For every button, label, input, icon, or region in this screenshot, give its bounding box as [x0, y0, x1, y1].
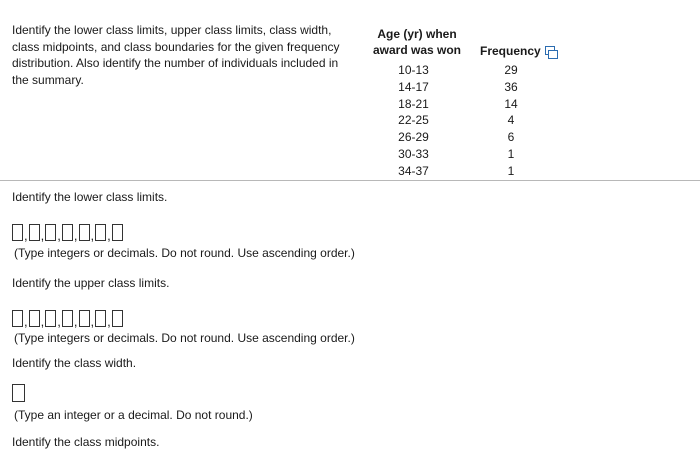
table-row [356, 129, 576, 146]
comma-separator: , [90, 228, 95, 243]
lower-limit-input-2[interactable] [29, 224, 40, 241]
table-row [356, 79, 576, 96]
upper-limit-input-3[interactable] [45, 310, 56, 327]
upper-limit-input-1[interactable] [12, 310, 23, 327]
upper-limit-input-5[interactable] [79, 310, 90, 327]
frequency-header-label: Frequency [480, 44, 541, 58]
frequency-cell: 36 [504, 79, 518, 94]
age-cell: 14-17 [398, 79, 429, 94]
class-width-hint: (Type an integer or a decimal. Do not round.) [14, 408, 253, 422]
table-rows [356, 62, 576, 180]
upper-limits-question: Identify the upper class limits. [12, 276, 170, 290]
frequency-cell: 4 [507, 113, 515, 128]
age-cell: 30-33 [398, 146, 429, 161]
frequency-cell: 6 [507, 130, 515, 145]
age-column-header: Age (yr) when award was won [372, 27, 462, 57]
copy-data-icon[interactable] [545, 46, 555, 55]
lower-limits-hint: (Type integers or decimals. Do not round. Use ascending order.) [14, 246, 355, 260]
class-width-input[interactable] [12, 384, 25, 402]
frequency-cell: 14 [504, 96, 518, 111]
upper-limits-inputs [12, 310, 123, 327]
upper-limit-input-7[interactable] [112, 310, 123, 327]
upper-limit-input-4[interactable] [62, 310, 73, 327]
frequency-cell: 1 [507, 163, 515, 178]
comma-separator: , [107, 314, 111, 329]
comma-separator: , [107, 228, 111, 243]
table-row [356, 112, 576, 129]
table-row [356, 62, 576, 79]
lower-limit-input-5[interactable] [79, 224, 90, 241]
comma-separator: , [24, 228, 28, 243]
lower-limit-input-6[interactable] [95, 224, 106, 241]
comma-separator: , [57, 314, 61, 329]
age-cell: 26-29 [398, 130, 429, 145]
table-row [356, 163, 576, 180]
midpoints-question: Identify the class midpoints. [12, 435, 160, 449]
lower-limit-input-1[interactable] [12, 224, 23, 241]
comma-separator: , [73, 314, 78, 329]
class-width-question: Identify the class width. [12, 356, 137, 370]
frequency-column-header [480, 43, 555, 59]
comma-separator: , [40, 228, 45, 243]
comma-separator: , [73, 228, 78, 243]
age-cell: 18-21 [398, 96, 429, 111]
age-cell: 22-25 [398, 113, 429, 128]
frequency-cell: 29 [504, 63, 518, 77]
age-cell: 10-13 [398, 63, 429, 77]
upper-limit-input-2[interactable] [29, 310, 40, 327]
table-row [356, 146, 576, 163]
comma-separator: , [40, 314, 45, 329]
comma-separator: , [24, 314, 28, 329]
comma-separator: , [57, 228, 61, 243]
frequency-cell: 1 [507, 146, 515, 161]
comma-separator: , [90, 314, 95, 329]
table-row [356, 96, 576, 113]
problem-instructions: Identify the lower class limits, upper class limits, class width, class midpoints, and class boundaries for the given frequency distribution. Also identify the number of individuals included in the summary. [12, 23, 340, 87]
lower-limit-input-4[interactable] [62, 224, 73, 241]
upper-limit-input-6[interactable] [95, 310, 106, 327]
lower-limits-question: Identify the lower class limits. [12, 190, 168, 204]
lower-limits-inputs [12, 224, 123, 241]
class-width-inputs [12, 384, 25, 402]
section-divider [0, 180, 700, 181]
lower-limit-input-7[interactable] [112, 224, 123, 241]
upper-limits-hint: (Type integers or decimals. Do not round. Use ascending order.) [14, 331, 355, 345]
lower-limit-input-3[interactable] [45, 224, 56, 241]
age-cell: 34-37 [398, 163, 429, 178]
